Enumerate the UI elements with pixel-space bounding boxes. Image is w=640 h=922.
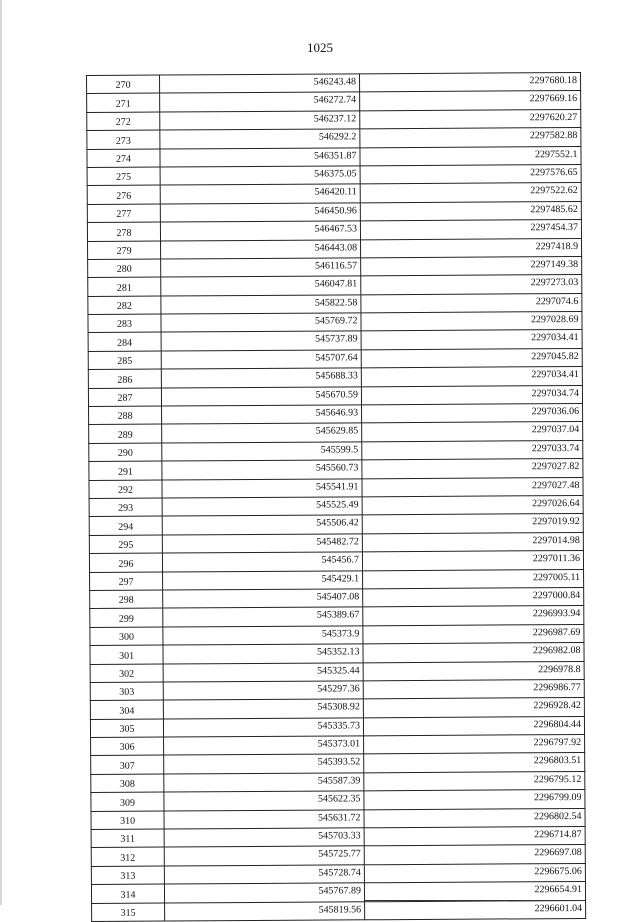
coordinates-table <box>86 72 586 922</box>
table-row <box>92 900 586 921</box>
y-coordinate-cell: 2296803.51 <box>364 753 585 773</box>
point-number-cell: 288 <box>89 406 162 425</box>
point-number-cell: 295 <box>89 535 162 554</box>
y-coordinate-cell: 2297045.82 <box>361 348 582 368</box>
point-number-cell: 303 <box>90 682 163 701</box>
y-coordinate-cell: 2297485.62 <box>360 201 581 221</box>
x-coordinate-cell: 546292.2 <box>160 129 360 149</box>
x-coordinate-cell: 545646.93 <box>162 405 362 425</box>
point-number-cell: 311 <box>91 829 164 848</box>
y-coordinate-cell: 2297036.06 <box>362 404 583 424</box>
x-coordinate-cell: 545737.89 <box>161 331 361 351</box>
y-coordinate-cell: 2296928.42 <box>363 698 584 718</box>
y-coordinate-cell: 2297522.62 <box>360 183 581 203</box>
point-number-cell: 275 <box>87 167 160 186</box>
x-coordinate-cell: 545767.89 <box>164 883 364 903</box>
y-coordinate-cell: 2296987.69 <box>363 624 584 644</box>
point-number-cell: 284 <box>88 333 161 352</box>
x-coordinate-cell: 545707.64 <box>161 350 361 370</box>
point-number-cell: 310 <box>91 811 164 830</box>
y-coordinate-cell: 2297037.04 <box>362 422 583 442</box>
x-coordinate-cell: 545541.91 <box>162 478 362 498</box>
point-number-cell: 278 <box>87 222 160 241</box>
page-number: 1025 <box>307 40 333 55</box>
x-coordinate-cell: 545622.35 <box>164 791 364 811</box>
x-coordinate-cell: 546375.05 <box>160 166 360 186</box>
x-coordinate-cell: 546443.08 <box>161 239 361 259</box>
scan-edge <box>0 0 2 905</box>
point-number-cell: 313 <box>91 866 164 885</box>
y-coordinate-cell: 2297014.98 <box>362 532 583 552</box>
x-coordinate-cell: 545822.58 <box>161 295 361 315</box>
point-number-cell: 307 <box>91 755 164 774</box>
x-coordinate-cell: 545352.13 <box>163 644 363 664</box>
x-coordinate-cell: 545393.52 <box>164 754 364 774</box>
point-number-cell: 272 <box>87 112 160 131</box>
y-coordinate-cell: 2297034.41 <box>361 330 582 350</box>
point-number-cell: 315 <box>92 903 165 922</box>
x-coordinate-cell: 545407.08 <box>163 589 363 609</box>
x-coordinate-cell: 545725.77 <box>164 846 364 866</box>
point-number-cell: 299 <box>90 608 163 627</box>
x-coordinate-cell: 545325.44 <box>163 662 363 682</box>
point-number-cell: 314 <box>91 884 164 903</box>
y-coordinate-cell: 2297273.03 <box>361 275 582 295</box>
x-coordinate-cell: 545769.72 <box>161 313 361 333</box>
x-coordinate-cell: 545429.1 <box>163 570 363 590</box>
y-coordinate-cell: 2296795.12 <box>364 771 585 791</box>
x-coordinate-cell: 545335.73 <box>163 717 363 737</box>
y-coordinate-cell: 2296675.06 <box>364 863 585 883</box>
y-coordinate-cell: 2297028.69 <box>361 312 582 332</box>
point-number-cell: 293 <box>89 498 162 517</box>
point-number-cell: 300 <box>90 627 163 646</box>
x-coordinate-cell: 545297.36 <box>163 681 363 701</box>
x-coordinate-cell: 545389.67 <box>163 607 363 627</box>
point-number-cell: 306 <box>91 737 164 756</box>
point-number-cell: 297 <box>90 572 163 591</box>
y-coordinate-cell: 2297582.88 <box>360 128 581 148</box>
scan-artifact-line <box>365 900 585 901</box>
y-coordinate-cell: 2296993.94 <box>363 606 584 626</box>
point-number-cell: 286 <box>88 369 161 388</box>
point-number-cell: 309 <box>91 792 164 811</box>
point-number-cell: 301 <box>90 645 163 664</box>
x-coordinate-cell: 545560.73 <box>162 460 362 480</box>
point-number-cell: 276 <box>87 185 160 204</box>
point-number-cell: 291 <box>89 461 162 480</box>
point-number-cell: 312 <box>91 847 164 866</box>
x-coordinate-cell: 545308.92 <box>163 699 363 719</box>
x-coordinate-cell: 546272.74 <box>160 92 360 112</box>
point-number-cell: 287 <box>88 388 161 407</box>
x-coordinate-cell: 545456.7 <box>162 552 362 572</box>
x-coordinate-cell: 546450.96 <box>160 203 360 223</box>
y-coordinate-cell: 2297149.38 <box>361 256 582 276</box>
y-coordinate-cell: 2297074.6 <box>361 293 582 313</box>
point-number-cell: 290 <box>89 443 162 462</box>
point-number-cell: 305 <box>90 719 163 738</box>
point-number-cell: 274 <box>87 149 160 168</box>
point-number-cell: 296 <box>89 553 162 572</box>
point-number-cell: 281 <box>88 277 161 296</box>
x-coordinate-cell: 546243.48 <box>160 74 360 94</box>
table-body <box>87 72 586 921</box>
x-coordinate-cell: 545631.72 <box>164 809 364 829</box>
y-coordinate-cell: 2296601.04 <box>365 900 586 920</box>
y-coordinate-cell: 2297019.92 <box>362 514 583 534</box>
x-coordinate-cell: 545373.01 <box>164 736 364 756</box>
y-coordinate-cell: 2297034.41 <box>361 367 582 387</box>
y-coordinate-cell: 2297669.16 <box>360 91 581 111</box>
y-coordinate-cell: 2297034.74 <box>361 385 582 405</box>
y-coordinate-cell: 2296797.92 <box>364 735 585 755</box>
point-number-cell: 279 <box>88 241 161 260</box>
point-number-cell: 302 <box>90 664 163 683</box>
y-coordinate-cell: 2297454.37 <box>360 220 581 240</box>
y-coordinate-cell: 2296714.87 <box>364 826 585 846</box>
y-coordinate-cell: 2296799.09 <box>364 790 585 810</box>
point-number-cell: 285 <box>88 351 161 370</box>
y-coordinate-cell: 2297418.9 <box>361 238 582 258</box>
x-coordinate-cell: 545482.72 <box>162 534 362 554</box>
x-coordinate-cell: 545506.42 <box>162 515 362 535</box>
point-number-cell: 283 <box>88 314 161 333</box>
point-number-cell: 280 <box>88 259 161 278</box>
point-number-cell: 282 <box>88 296 161 315</box>
y-coordinate-cell: 2296804.44 <box>363 716 584 736</box>
point-number-cell: 292 <box>89 480 162 499</box>
x-coordinate-cell: 545670.59 <box>161 386 361 406</box>
x-coordinate-cell: 545629.85 <box>162 423 362 443</box>
y-coordinate-cell: 2296978.8 <box>363 661 584 681</box>
x-coordinate-cell: 546237.12 <box>160 111 360 131</box>
y-coordinate-cell: 2297552.1 <box>360 146 581 166</box>
point-number-cell: 273 <box>87 130 160 149</box>
point-number-cell: 304 <box>90 700 163 719</box>
y-coordinate-cell: 2297027.48 <box>362 477 583 497</box>
x-coordinate-cell: 545373.9 <box>163 626 363 646</box>
point-number-cell: 298 <box>90 590 163 609</box>
y-coordinate-cell: 2297576.65 <box>360 164 581 184</box>
y-coordinate-cell: 2296982.08 <box>363 643 584 663</box>
x-coordinate-cell: 545525.49 <box>162 497 362 517</box>
point-number-cell: 277 <box>87 204 160 223</box>
x-coordinate-cell: 545819.56 <box>165 901 365 921</box>
y-coordinate-cell: 2297000.84 <box>363 587 584 607</box>
x-coordinate-cell: 545703.33 <box>164 828 364 848</box>
point-number-cell: 294 <box>89 516 162 535</box>
point-number-cell: 270 <box>87 75 160 94</box>
coordinates-table-wrapper <box>86 72 585 922</box>
y-coordinate-cell: 2296654.91 <box>364 882 585 902</box>
y-coordinate-cell: 2297026.64 <box>362 495 583 515</box>
x-coordinate-cell: 546467.53 <box>160 221 360 241</box>
y-coordinate-cell: 2297011.36 <box>362 551 583 571</box>
x-coordinate-cell: 546047.81 <box>161 276 361 296</box>
y-coordinate-cell: 2296986.77 <box>363 679 584 699</box>
point-number-cell: 289 <box>89 424 162 443</box>
y-coordinate-cell: 2296802.54 <box>364 808 585 828</box>
x-coordinate-cell: 546420.11 <box>160 184 360 204</box>
point-number-cell: 308 <box>91 774 164 793</box>
x-coordinate-cell: 545599.5 <box>162 442 362 462</box>
y-coordinate-cell: 2297680.18 <box>359 72 580 92</box>
point-number-cell: 271 <box>87 93 160 112</box>
x-coordinate-cell: 546116.57 <box>161 258 361 278</box>
y-coordinate-cell: 2296697.08 <box>364 845 585 865</box>
y-coordinate-cell: 2297033.74 <box>362 440 583 460</box>
x-coordinate-cell: 546351.87 <box>160 147 360 167</box>
x-coordinate-cell: 545728.74 <box>164 865 364 885</box>
x-coordinate-cell: 545587.39 <box>164 773 364 793</box>
x-coordinate-cell: 545688.33 <box>161 368 361 388</box>
y-coordinate-cell: 2297005.11 <box>363 569 584 589</box>
y-coordinate-cell: 2297620.27 <box>360 109 581 129</box>
y-coordinate-cell: 2297027.82 <box>362 459 583 479</box>
